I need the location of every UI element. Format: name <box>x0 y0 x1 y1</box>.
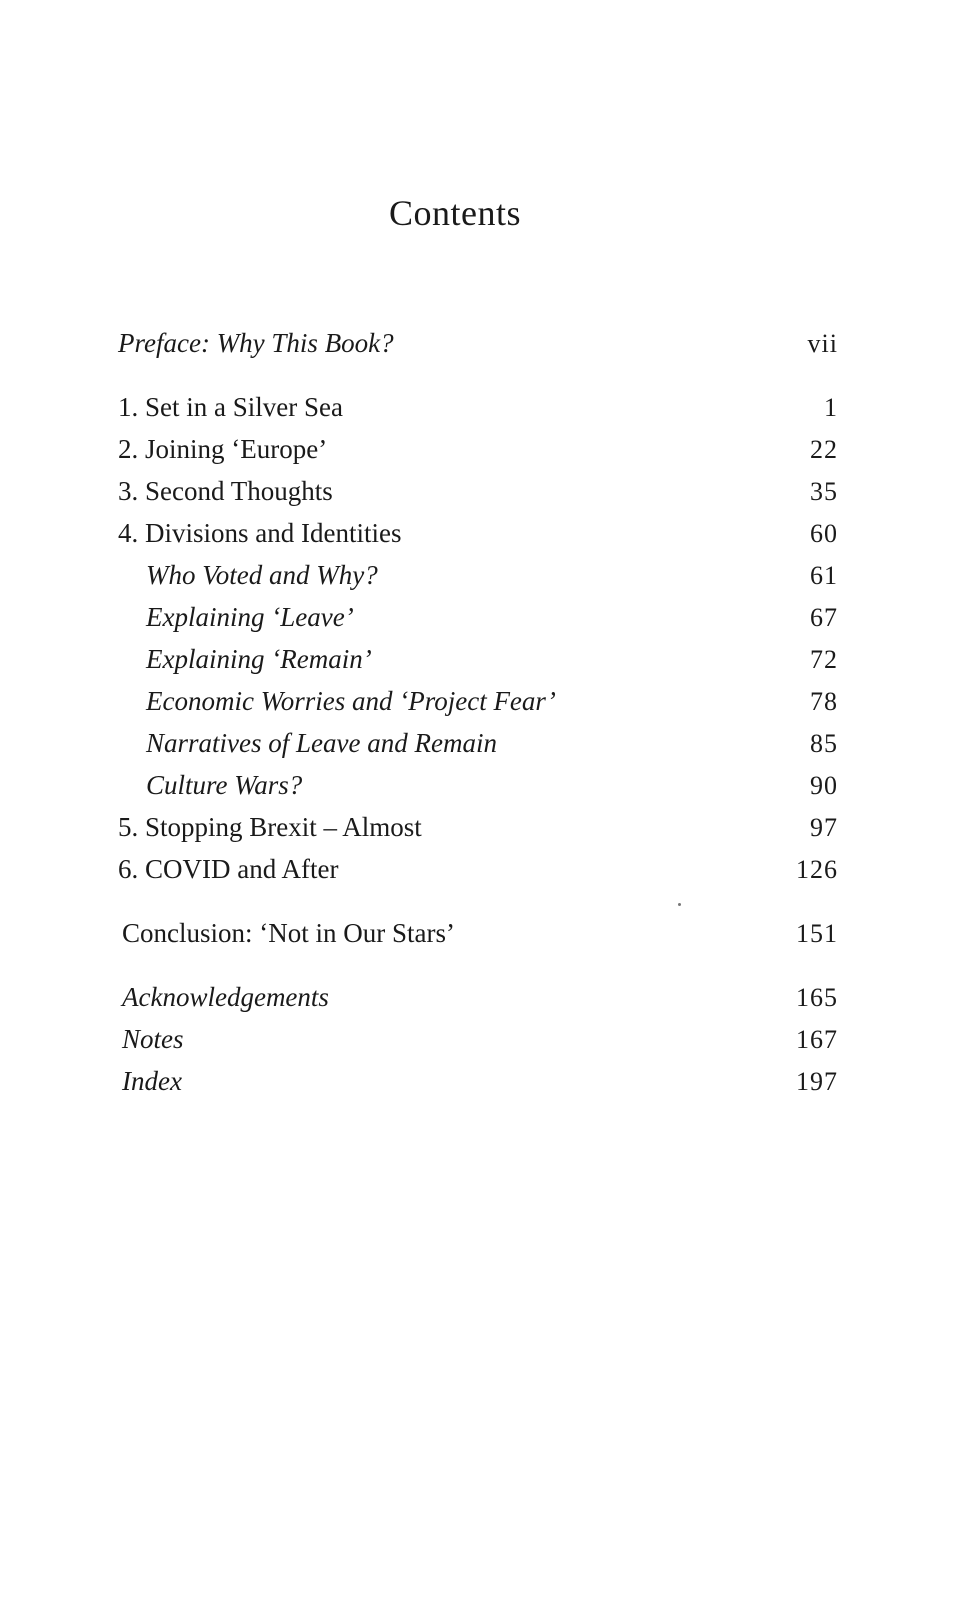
scan-speck <box>678 903 681 906</box>
toc-entry-page: 67 <box>810 603 838 632</box>
toc-entry-label: Narratives of Leave and Remain <box>146 728 497 758</box>
toc-entry-label: 1. Set in a Silver Sea <box>118 392 343 422</box>
toc-entry-page: 97 <box>810 813 838 842</box>
toc-entry-label: Preface: Why This Book? <box>118 328 394 358</box>
toc-entry-page: 60 <box>810 519 838 548</box>
toc-entry-page: 85 <box>810 729 838 758</box>
toc-entry-chapter-6 <box>118 852 838 887</box>
toc-entry-chapter-1 <box>118 390 838 425</box>
toc-entry-page: 167 <box>796 1025 838 1054</box>
toc-entry-label: Economic Worries and ‘Project Fear’ <box>146 686 556 716</box>
toc-subentry <box>146 642 838 677</box>
page-title: Contents <box>388 193 521 233</box>
toc-entry-index <box>122 1064 838 1099</box>
toc-entry-acknowledgements <box>122 980 838 1015</box>
toc-entry-chapter-2 <box>118 432 838 467</box>
toc-entry-chapter-5 <box>118 810 838 845</box>
toc-entry-label: Conclusion: ‘Not in Our Stars’ <box>122 918 455 948</box>
toc-entry-page: vii <box>807 329 838 358</box>
toc-entry-conclusion <box>122 916 838 951</box>
toc-entry-label: Index <box>122 1066 182 1096</box>
toc-entry-label: Acknowledgements <box>122 982 329 1012</box>
toc-entry-label: Culture Wars? <box>146 770 303 800</box>
toc-entry-chapter-4 <box>118 516 838 551</box>
toc-entry-chapter-3 <box>118 474 838 509</box>
toc-entry-page: 1 <box>824 393 838 422</box>
toc-entry-preface <box>118 326 838 361</box>
toc-entry-label: Explaining ‘Leave’ <box>146 602 354 632</box>
toc-entry-label: 3. Second Thoughts <box>118 476 333 506</box>
toc-entry-page: 151 <box>796 919 838 948</box>
toc-subentry <box>146 558 838 593</box>
toc-subentry <box>146 684 838 719</box>
toc-entry-page: 126 <box>796 855 838 884</box>
toc-entry-label: 2. Joining ‘Europe’ <box>118 434 328 464</box>
toc-entry-label: 6. COVID and After <box>118 854 339 884</box>
toc-entry-label: 5. Stopping Brexit – Almost <box>118 812 422 842</box>
toc-entry-page: 35 <box>810 477 838 506</box>
toc-entry-page: 72 <box>810 645 838 674</box>
toc-entry-page: 22 <box>810 435 838 464</box>
toc-entry-label: Who Voted and Why? <box>146 560 378 590</box>
toc-entry-page: 197 <box>796 1067 838 1096</box>
toc-entry-label: Explaining ‘Remain’ <box>146 644 372 674</box>
toc-entry-page: 165 <box>796 983 838 1012</box>
toc-subentry <box>146 768 838 803</box>
toc-entry-label: 4. Divisions and Identities <box>118 518 402 548</box>
toc-entry-page: 78 <box>810 687 838 716</box>
toc-subentry <box>146 726 838 761</box>
toc-entry-label: Notes <box>122 1024 184 1054</box>
toc-entry-page: 90 <box>810 771 838 800</box>
toc-subentry <box>146 600 838 635</box>
toc-entry-notes <box>122 1022 838 1057</box>
toc-entry-page: 61 <box>810 561 838 590</box>
